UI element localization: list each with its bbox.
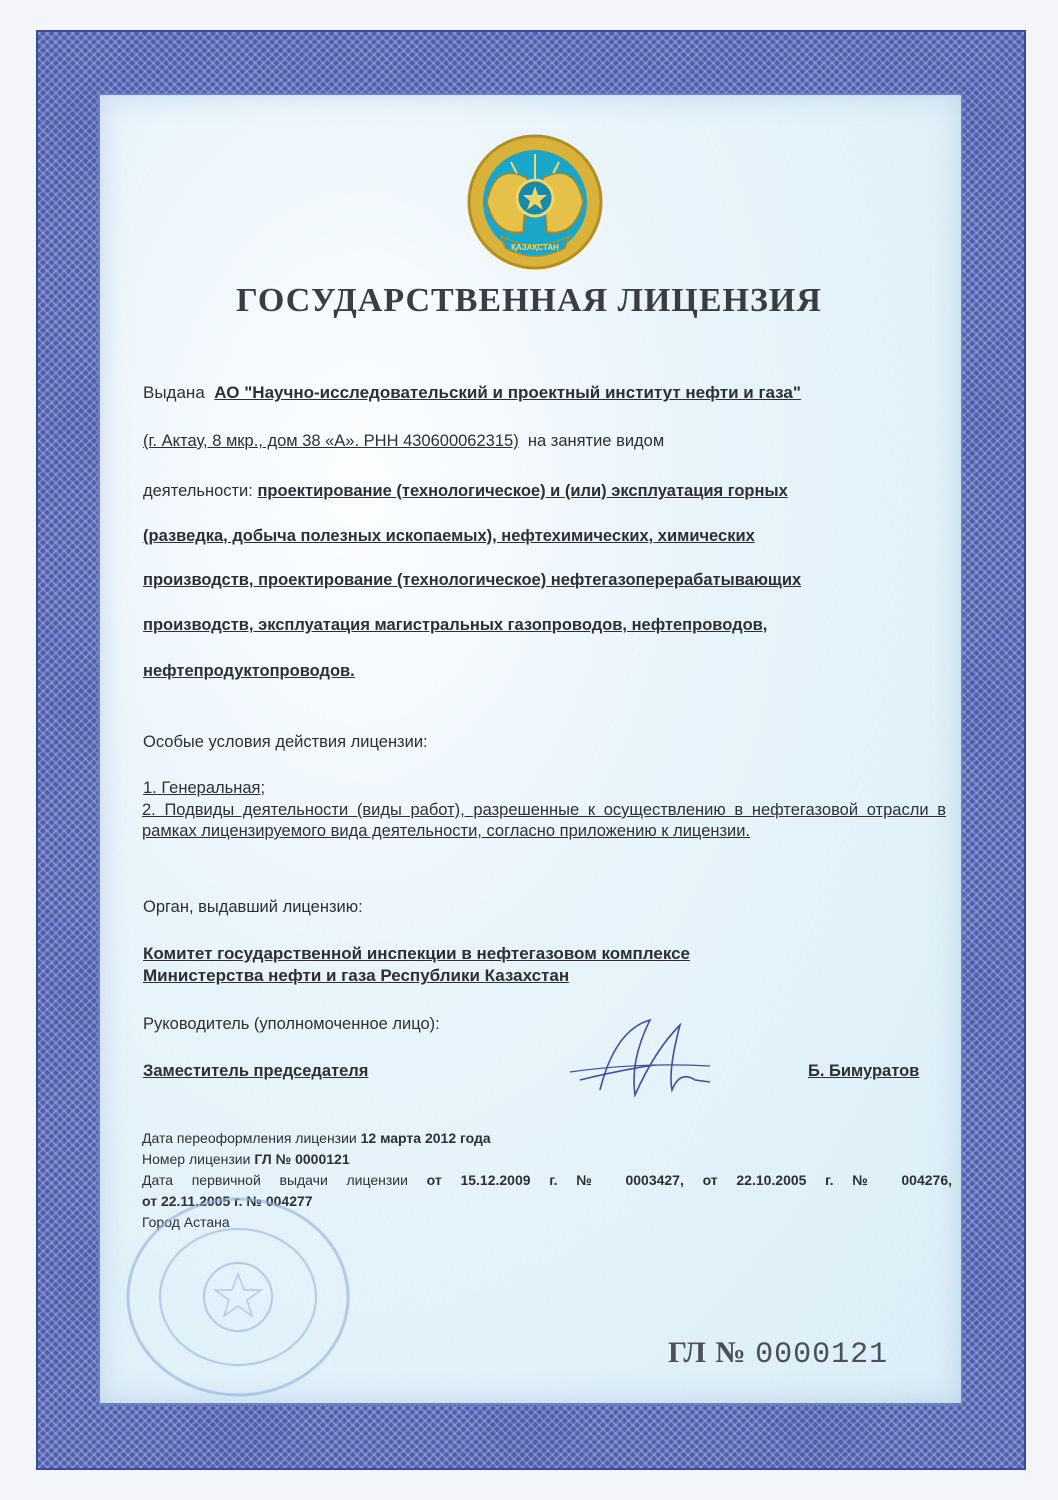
emblem-text: ҚАЗАҚСТАН [511,243,559,252]
first-issue-label: Дата первичной выдачи лицензии [142,1172,408,1188]
authority-line-1: Комитет государственной инспекции в нефтегазовом комплексе [143,944,691,963]
head-name: Б. Бимуратов [808,1062,920,1080]
activity-label: деятельности: [143,482,253,500]
authority-line-2: Министерства нефти и газа Республики Казахстан [143,966,570,985]
city: Город Астана [142,1214,230,1230]
reissue-row [142,1128,952,1149]
conditions-label: Особые условия действия лицензии: [143,733,428,751]
address-line [143,432,664,451]
number-label: Номер лицензии [142,1151,251,1167]
reissue-label: Дата переоформления лицензии [142,1130,357,1146]
head-label: Руководитель (уполномоченное лицо): [143,1015,440,1033]
activity-line-3: производств, проектирование (технологическое) нефтегазоперерабатывающих [143,571,802,589]
license-number-prefix: ГЛ № [668,1336,747,1369]
issued-line [143,383,801,403]
issued-org: АО "Научно-исследовательский и проектный институт нефти и газа" [214,383,801,402]
head-position: Заместитель председателя [143,1062,369,1080]
issued-after-address: на занятие видом [527,432,665,450]
page-title: ГОСУДАРСТВЕННАЯ ЛИЦЕНЗИЯ [236,282,822,319]
reissue-date: 12 марта 2012 года [360,1130,491,1146]
activity-text: проектирование (технологическое) и (или) эксплуатация горных [257,482,788,500]
issued-label: Выдана [143,383,205,402]
condition-item-1: 1. Генеральная; [143,779,266,797]
license-number-text: ГЛ № 0000121 [254,1151,350,1167]
activity-line-4: производств, эксплуатация магистральных газопроводов, нефтепроводов, [143,616,768,634]
official-stamp-icon [118,1192,358,1402]
issued-address: (г. Актау, 8 мкр., дом 38 «А». РНН 430600062315) [143,432,519,450]
first-issue-row [142,1170,952,1191]
signature-icon [560,1010,730,1110]
authority-label: Орган, выдавший лицензию: [143,898,363,916]
number-row [142,1149,952,1170]
first-issue-value-2: от 22.11.2005 г. № 004277 [142,1193,313,1209]
condition-item-2: 2. Подвиды деятельности (виды работ), разрешенные к осуществлению в нефтегазовой отрасли в рамках лицензируемого вида деятельности, согласно приложению к лицензии. [142,801,946,840]
activity-line-5: нефтепродуктопроводов. [143,662,355,680]
license-number-big [668,1336,888,1372]
kazakhstan-emblem-icon [465,132,605,272]
activity-line-1 [143,482,788,501]
activity-line-2: (разведка, добыча полезных ископаемых), нефтехимических, химических [143,527,755,545]
first-issue-value: от 15.12.2009 г. № 0003427, от 22.10.2005 г. № 004276, [426,1172,952,1188]
license-number-digits: 0000121 [755,1338,889,1372]
